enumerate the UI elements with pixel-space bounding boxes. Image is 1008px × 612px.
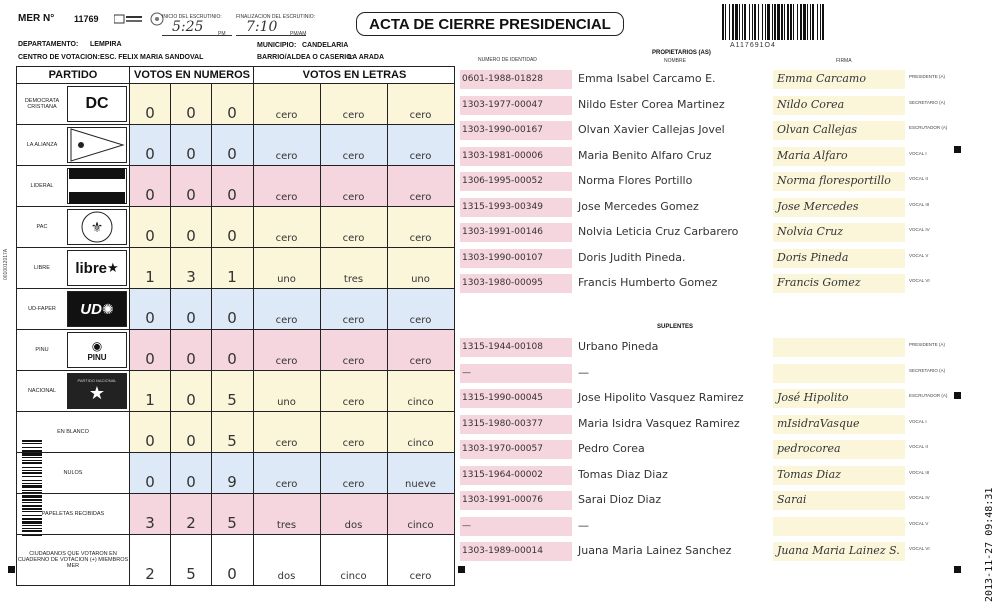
role-label: ESCRUTADOR (A) — [909, 393, 948, 398]
party-logo-icon — [67, 127, 127, 163]
vote-number: 0 — [211, 125, 253, 165]
vote-letters: cero — [387, 330, 454, 370]
member-row — [460, 247, 970, 271]
vote-letters: cinco — [387, 494, 454, 534]
name-field: Urbano Pineda — [578, 340, 659, 353]
party-name: NACIONAL — [27, 388, 57, 394]
vote-letters: cinco — [320, 535, 387, 585]
vote-letters: cero — [253, 166, 320, 206]
vote-number: 5 — [211, 412, 253, 452]
registration-mark-icon — [954, 566, 961, 573]
party-name: PINU — [35, 347, 49, 353]
vote-number: 3 — [129, 494, 171, 534]
vote-letters: uno — [253, 248, 320, 288]
role-label: VOCAL II — [909, 176, 928, 181]
table-header — [17, 67, 454, 83]
vote-letters: tres — [253, 494, 320, 534]
vote-number: 0 — [170, 84, 212, 124]
vote-letters: cero — [320, 166, 387, 206]
name-field: Sarai Dioz Diaz — [578, 493, 662, 506]
party-name: CIUDADANOS QUE VOTARON EN CUADERNO DE VOTACION (+) MIEMBROS MER — [17, 551, 129, 569]
vote-number: 0 — [170, 125, 212, 165]
name-field: Tomas Diaz Diaz — [578, 467, 668, 481]
registration-mark-icon — [458, 566, 465, 573]
signature-field: Norma floresportillo — [773, 172, 905, 191]
suplentes-list — [460, 336, 970, 566]
name-field: Jose Hipolito Vasquez Ramirez — [578, 391, 744, 404]
mer-number: 11769 — [74, 14, 99, 24]
vote-letters: cero — [253, 289, 320, 329]
role-label: SECRETARIO (A) — [909, 99, 946, 105]
registration-mark-icon — [954, 146, 961, 153]
signature-field: Nolvia Cruz — [773, 223, 905, 242]
start-time: 5:25 — [172, 19, 204, 35]
role-label: VOCAL I — [909, 150, 927, 156]
id-field: — — [460, 364, 572, 383]
start-ampm: PM — [218, 31, 226, 37]
id-field: 0601-1988-01828 — [460, 70, 572, 89]
vote-letters: cero — [387, 84, 454, 124]
vote-number: 0 — [211, 84, 253, 124]
role-label: VOCAL VI — [909, 546, 930, 551]
name-field: Maria Isidra Vasquez Ramirez — [578, 416, 740, 430]
vote-letters: cero — [320, 412, 387, 452]
suplentes-label: SUPLENTES — [657, 324, 694, 330]
vote-number: 2 — [170, 494, 212, 534]
role-label: VOCAL IV — [909, 495, 930, 500]
name-field: Olvan Xavier Callejas Jovel — [578, 123, 725, 136]
vote-letters: cero — [320, 207, 387, 247]
scan-timestamp: 2013-11-27 09:48:31 — [984, 487, 995, 602]
vote-number: 0 — [211, 166, 253, 206]
signature-field: Juana Maria Lainez S. — [773, 542, 905, 561]
table-row — [17, 288, 454, 329]
party-logo-icon: ◉ PINU — [67, 332, 127, 368]
role-label: VOCAL V — [909, 520, 929, 526]
member-row — [460, 464, 970, 488]
vote-number: 9 — [211, 453, 253, 493]
signature-field: Doris Pineda — [773, 249, 905, 268]
role-label: SECRETARIO (A) — [909, 367, 946, 373]
col-id-label: NUMERO DE IDENTIDAD — [478, 57, 537, 63]
member-row — [460, 68, 970, 92]
role-label: VOCAL IV — [909, 227, 930, 232]
signature-field: Maria Alfaro — [773, 147, 905, 166]
vote-number: 5 — [211, 371, 253, 411]
table-row — [17, 165, 454, 206]
vote-number: 0 — [129, 84, 171, 124]
vote-number: 1 — [129, 248, 171, 288]
votes-table — [16, 66, 455, 586]
party-name: LIBRE — [34, 265, 50, 271]
barcode-number: A117691O4 — [730, 42, 776, 49]
member-row — [460, 196, 970, 220]
vote-letters: cero — [253, 125, 320, 165]
vote-number: 0 — [170, 453, 212, 493]
vote-letters: dos — [253, 535, 320, 585]
member-row — [460, 438, 970, 462]
name-field: Nolvia Leticia Cruz Carbarero — [578, 225, 739, 238]
vote-letters: cero — [320, 84, 387, 124]
svg-text:⚜: ⚜ — [90, 219, 104, 235]
name-field: Juana Maria Lainez Sanchez — [578, 544, 732, 557]
id-field: 1303-1990-00167 — [460, 121, 572, 140]
vote-letters: cero — [387, 125, 454, 165]
member-row — [460, 272, 970, 296]
vote-number: 5 — [211, 494, 253, 534]
party-name: UD-FAPER — [28, 306, 56, 312]
role-label: VOCAL VI — [909, 278, 930, 283]
signature-field — [773, 338, 905, 357]
party-logo-icon — [67, 168, 127, 204]
vote-letters: cero — [320, 289, 387, 329]
end-label: FINALIZACION DEL ESCRUTINIO: — [236, 14, 315, 20]
vote-letters: cero — [387, 207, 454, 247]
id-field: 1303-1970-00057 — [460, 440, 572, 459]
member-row — [460, 540, 970, 564]
vote-letters: cero — [387, 535, 454, 585]
id-field: 1315-1964-00002 — [460, 466, 572, 485]
center-value: ESC. FELIX MARIA SANDOVAL — [100, 54, 204, 61]
vote-letters: uno — [253, 371, 320, 411]
village-label: BARRIO/ALDEA O CASERIO: — [257, 54, 354, 61]
vote-number: 0 — [129, 330, 171, 370]
col-owners-label: PROPIETARIOS (AS) — [652, 50, 711, 56]
vote-letters: cero — [320, 330, 387, 370]
vote-number: 0 — [211, 289, 253, 329]
id-field: 1303-1990-00107 — [460, 249, 572, 268]
member-row — [460, 362, 970, 386]
signature-field: pedrocorea — [773, 440, 905, 459]
member-row — [460, 336, 970, 360]
vote-letters: cero — [320, 453, 387, 493]
id-field: 1315-1990-00045 — [460, 389, 572, 408]
id-field: 1303-1989-00014 — [460, 542, 572, 561]
id-field: 1303-1977-00047 — [460, 96, 572, 115]
vote-letters: dos — [320, 494, 387, 534]
vote-number: 0 — [129, 412, 171, 452]
name-field: Pedro Corea — [578, 442, 645, 455]
vertical-code: 0010012017A — [3, 248, 9, 280]
id-field: 1315-1944-00108 — [460, 338, 572, 357]
name-field: — — [578, 518, 589, 532]
col-sig-label: FIRMA — [836, 58, 852, 64]
signature-field: Tomas Diaz — [773, 466, 905, 485]
vote-number: 1 — [129, 371, 171, 411]
vote-number: 0 — [211, 330, 253, 370]
vote-letters: nueve — [387, 453, 454, 493]
table-row — [17, 206, 454, 247]
signature-field: José Hipolito — [773, 389, 905, 408]
member-row — [460, 221, 970, 245]
vote-letters: uno — [387, 248, 454, 288]
registration-mark-icon — [8, 566, 15, 573]
signature-field — [773, 364, 905, 383]
cne-logo-icon — [114, 12, 144, 24]
id-field: 1303-1981-00006 — [460, 147, 572, 166]
vote-number: 0 — [170, 207, 212, 247]
member-row — [460, 387, 970, 411]
name-field: Doris Judith Pineda. — [578, 250, 686, 264]
name-field: Emma Isabel Carcamo E. — [578, 72, 716, 85]
id-field: 1315-1993-00349 — [460, 198, 572, 217]
party-name: LIDERAL — [30, 183, 54, 189]
member-row — [460, 515, 970, 539]
signature-field: mIsidraVasque — [773, 415, 905, 434]
party-logo-icon: libre ★ — [67, 250, 127, 286]
role-label: PRESIDENTE (A) — [909, 342, 946, 347]
id-field: 1303-1991-00146 — [460, 223, 572, 242]
id-field: 1303-1980-00095 — [460, 274, 572, 293]
vote-letters: cero — [320, 125, 387, 165]
signature-field: Francis Gomez — [773, 274, 905, 293]
signature-field: Olvan Callejas — [773, 121, 905, 140]
barcode-icon — [722, 4, 828, 40]
table-row — [17, 493, 454, 534]
vote-number: 0 — [211, 207, 253, 247]
village-value: LA ARADA — [348, 54, 385, 61]
vote-number: 2 — [129, 535, 171, 585]
dept-value: LEMPIRA — [90, 41, 122, 48]
vote-letters: cero — [387, 166, 454, 206]
col-name-label: NOMBRE — [664, 58, 686, 64]
propietarios-list — [460, 68, 970, 298]
vote-letters: cero — [253, 84, 320, 124]
registration-mark-icon — [954, 392, 961, 399]
col-letras: VOTOS EN LETRAS — [253, 67, 455, 83]
end-ampm: PM/AM — [290, 31, 307, 37]
table-row — [17, 534, 454, 585]
name-field: Maria Benito Alfaro Cruz — [578, 148, 712, 162]
dept-label: DEPARTAMENTO: — [18, 41, 79, 48]
col-partido: PARTIDO — [48, 69, 98, 81]
col-numeros: VOTOS EN NUMEROS — [129, 67, 254, 83]
start-label: INICIO DEL ESCRUTINIO: — [162, 14, 222, 20]
vote-number: 0 — [129, 207, 171, 247]
table-row — [17, 329, 454, 370]
party-logo-icon: UD ✺ — [67, 291, 127, 327]
signature-field: Jose Mercedes — [773, 198, 905, 217]
member-row — [460, 145, 970, 169]
role-label: VOCAL II — [909, 444, 928, 449]
vote-letters: cinco — [387, 412, 454, 452]
vote-letters: cero — [387, 289, 454, 329]
vote-letters: cero — [320, 371, 387, 411]
id-field: — — [460, 517, 572, 536]
table-row — [17, 83, 454, 124]
vote-letters: cinco — [387, 371, 454, 411]
member-row — [460, 119, 970, 143]
vote-letters: cero — [253, 207, 320, 247]
name-field: Francis Humberto Gomez — [578, 276, 718, 289]
vote-number: 0 — [170, 289, 212, 329]
vote-number: 5 — [170, 535, 212, 585]
name-field: Nildo Ester Corea Martinez — [578, 97, 725, 111]
role-label: VOCAL V — [909, 252, 929, 258]
id-field: 1303-1991-00076 — [460, 491, 572, 510]
vote-letters: cero — [253, 330, 320, 370]
party-name: EN BLANCO — [57, 429, 89, 435]
role-label: PRESIDENTE (A) — [909, 74, 946, 79]
end-time: 7:10 — [246, 19, 278, 35]
party-name: LA ALIANZA — [26, 142, 58, 148]
member-row — [460, 170, 970, 194]
vote-number: 0 — [129, 289, 171, 329]
vote-number: 0 — [211, 535, 253, 585]
party-logo-icon — [67, 209, 127, 245]
party-name: PAPELETAS RECIBIDAS — [41, 511, 105, 517]
signature-field: Emma Carcamo — [773, 70, 905, 89]
role-label: VOCAL III — [909, 469, 930, 475]
muni-value: CANDELARIA — [302, 42, 349, 49]
vote-letters: cero — [253, 412, 320, 452]
vote-number: 0 — [170, 412, 212, 452]
party-logo-icon: PARTIDO NACIONAL ★ — [67, 373, 127, 409]
signature-field — [773, 517, 905, 536]
table-row — [17, 124, 454, 165]
member-row — [460, 489, 970, 513]
vote-number: 0 — [170, 330, 212, 370]
document-title: ACTA DE CIERRE PRESIDENCIAL — [356, 12, 624, 36]
center-label: CENTRO DE VOTACION: — [18, 54, 100, 61]
id-field: 1306-1995-00052 — [460, 172, 572, 191]
party-name: NULOS — [63, 470, 83, 476]
table-row — [17, 411, 454, 452]
vote-letters: tres — [320, 248, 387, 288]
name-field: Norma Flores Portillo — [578, 174, 693, 187]
name-field: — — [578, 365, 589, 379]
vote-number: 1 — [211, 248, 253, 288]
vote-number: 0 — [129, 166, 171, 206]
member-row — [460, 413, 970, 437]
id-field: 1315-1980-00377 — [460, 415, 572, 434]
signature-field: Nildo Corea — [773, 96, 905, 115]
table-row — [17, 247, 454, 288]
party-name: DEMOCRATA CRISTIANA — [24, 98, 60, 110]
party-name: PAC — [36, 224, 48, 230]
signature-field: Sarai — [773, 491, 905, 510]
table-row — [17, 452, 454, 493]
vote-number: 0 — [170, 371, 212, 411]
muni-label: MUNICIPIO: — [257, 42, 297, 49]
party-logo-icon: DC — [67, 86, 127, 122]
vote-number: 0 — [170, 166, 212, 206]
table-row — [17, 370, 454, 411]
name-field: Jose Mercedes Gomez — [578, 199, 699, 213]
mer-label: MER N° — [18, 13, 55, 24]
role-label: VOCAL I — [909, 418, 927, 424]
vote-letters: cero — [253, 453, 320, 493]
vote-number: 3 — [170, 248, 212, 288]
vote-number: 0 — [129, 453, 171, 493]
role-label: ESCRUTADOR (A) — [909, 125, 948, 130]
vote-number: 0 — [129, 125, 171, 165]
member-row — [460, 94, 970, 118]
role-label: VOCAL III — [909, 201, 930, 207]
